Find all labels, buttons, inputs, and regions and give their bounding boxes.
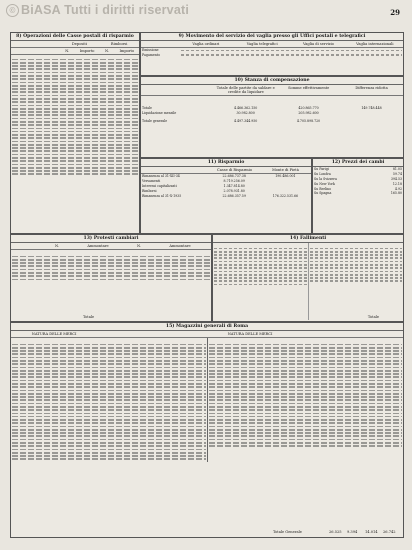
watermark [6,3,189,17]
table-casse-postali: 8) Operazioni delle Casse postali di risparmio Depositi Rimborsi N. Importo N. Importo [10,32,140,234]
table-total-label: Totale [83,315,95,319]
grand-total-label: Totale Generale [273,530,302,534]
section-title: 13) Protesti cambiari [11,235,211,243]
section-title: 10) Stanza di compensazione [141,77,403,85]
table-risparmio: 11) Risparmio Casse di Risparmio Monte di Pietà Rimanenza al 31-XII-34 22.686.737.38 190.486.001 Versamenti 8.719.256.09 Interessi capitalizzati 1.347.814.80 Rimborsi 2.078.931.80 Rimanenza al 31-X-1935 22.686.357.59 176.322.531.66 [140,158,312,234]
grand-total-value: 26.742 [383,530,396,534]
copyright-icon: © [6,4,19,17]
table-total-label: Totale [367,315,379,319]
section-title: 12) Prezzi dei cambi [313,159,403,167]
grand-total-value: 9.394 [347,530,358,534]
watermark-text: BiASA Tutti i diritti riservati [21,3,190,17]
header-rimborsi: Rimborsi [99,41,139,48]
header-depositi: Depositi [60,41,100,48]
table-body [11,55,139,175]
table-prezzi-cambi: 12) Prezzi dei cambi Su Parigi 81.05 Su Londra 59.74 Su la Svizzera 394.53 Su New York 12.18 Su Berlino 4.92 Su Spagna 165.80 [312,158,404,234]
page-number: 29 [390,8,400,17]
grand-total-value: 14.014 [365,530,378,534]
section-title: 14) Fallimenti [213,235,403,243]
section-title: 11) Risparmio [141,159,311,167]
table-magazzini-generali: 15) Magazzini generali di Roma NATURA DELLE MERCI NATURA DELLE MERCI Totale Generale 26.525 9.394 14.014 26.742 [10,322,404,538]
table-vaglia: 9) Movimento del servizio dei vaglia presso gli Uffici postali e telegrafici Vaglia ordinari Vaglia telegrafici Vaglia di servizio Vaglia internazionali Emissione Pagamento [140,32,404,76]
grand-total-value: 26.525 [329,530,342,534]
section-title: 15) Magazzini generali di Roma [11,323,403,331]
section-title: 9) Movimento del servizio dei vaglia presso gli Uffici postali e telegrafici [141,33,403,41]
section-title: 8) Operazioni delle Casse postali di risparmio [11,33,139,41]
table-stanza-compensazione: 10) Stanza di compensazione Totale delle partite da saldare e credite da liquidare Somme effettivamente Differenza ridotta Totale 4.466.362.150 420.865.770 149.748.448 Liquidazione mensile 30.982.800 205.982.600 Totale generale 4.497.344.950 4.705.898.720 [140,76,404,158]
table-protesti-cambiari: 13) Protesti cambiari N. Ammontare N. Ammontare Totale [10,234,212,322]
table-fallimenti [212,234,404,322]
table-header [11,41,139,48]
